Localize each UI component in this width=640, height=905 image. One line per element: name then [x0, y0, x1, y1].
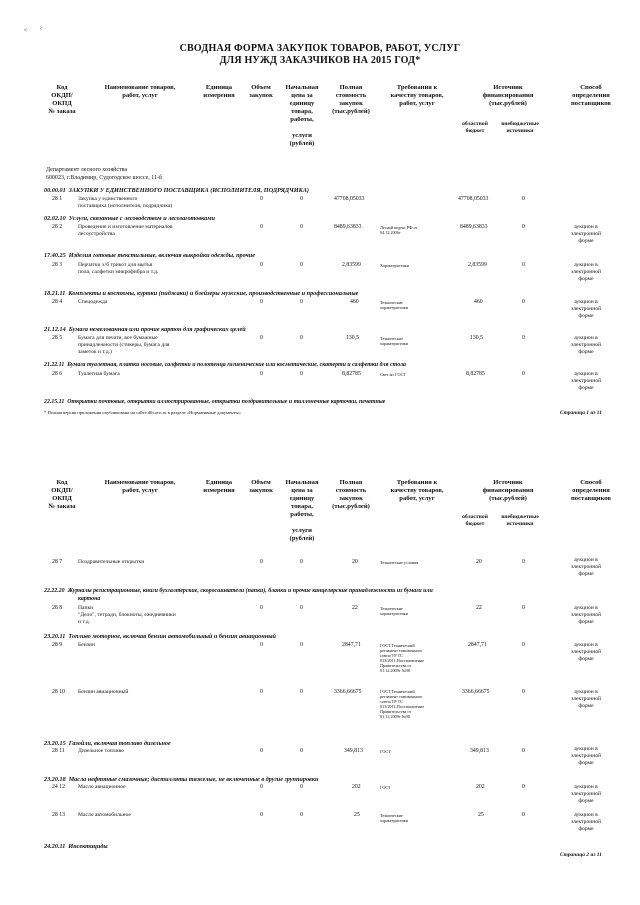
header-method: Способ определения поставщиков — [571, 84, 611, 107]
row-code: 28 13 — [52, 812, 66, 818]
row-name: Поздравительные открытки — [78, 559, 145, 565]
row-cost: 22 — [352, 605, 358, 611]
row-name: Дизельное топливо — [78, 748, 124, 754]
row-external: 0 — [522, 262, 525, 268]
row-external: 0 — [522, 642, 525, 648]
row-price: 0 — [300, 299, 303, 305]
row-code: 28 10 — [52, 689, 66, 695]
row-cost: 349,813 — [344, 748, 363, 754]
header-source-external: внебюджетные источники — [501, 514, 539, 527]
row-name: Закупка у единственного поставщика (исполнителя, подрядчика) — [78, 196, 173, 209]
header-name: Наименование товаров, работ, услуг — [104, 479, 176, 494]
row-requirements: Свет ыт ГОСТ — [380, 372, 406, 377]
section-heading: 00.00.01 ЗАКУПКИ У ЕДИНСТВЕННОГО ПОСТАВЩИКА (ИСПОЛНИТЕЛЯ, ПОДРЯДЧИКА) — [44, 187, 309, 194]
row-name: Бензин авиационный — [78, 689, 129, 695]
row-volume: 0 — [300, 224, 303, 230]
row-unit: 0 — [260, 812, 263, 818]
section-heading: 22.22.20 Журналы регистрационные, книги бухгалтерские, скоросшиватели (папки), бланки и прочие канцелярские принадлежности из бумаги или — [44, 588, 433, 594]
scan-mark: ˀ — [40, 27, 42, 33]
header-price: Начальная цена за единицу товара, работы, услуги (рублей) — [285, 479, 319, 542]
section-heading: 17.40.25 Изделия готовые текстильные, включая выкройки одежды, прочие — [44, 252, 255, 259]
header-unit: Единица измерения — [203, 479, 235, 494]
row-external: 0 — [522, 196, 525, 202]
section-heading: 23.20.15 Газойли, включая топливо дизельное — [44, 740, 171, 747]
row-requirements: ГОСТ,Технический регламент таможенного союза ТР ТС 013/2011,Постановление Правительства от 01.12.2009г №98 — [380, 643, 425, 673]
row-requirements: Характеристики — [380, 263, 410, 268]
row-regional: 25 — [478, 812, 484, 818]
header-requirements: Требования к качеству товаров, работ, услуг — [390, 479, 444, 502]
row-method: аукцион в электронной форме — [570, 784, 602, 804]
row-volume: 0 — [300, 605, 303, 611]
row-volume: 0 — [300, 559, 303, 565]
row-code: 28 1 — [52, 196, 63, 202]
row-regional: 8489,63833 — [460, 224, 488, 230]
row-code: 28 8 — [52, 605, 63, 611]
header-cost: Полная стоимость закупок (тыс.рублей) — [332, 84, 370, 115]
row-volume: 0 — [260, 262, 263, 268]
header-source: Источник финансирования (тыс.рублей) — [482, 84, 534, 107]
row-volume: 0 — [260, 196, 263, 202]
row-external: 0 — [522, 371, 525, 377]
row-cost: 8,82785 — [342, 371, 361, 377]
row-regional: 47708,05033 — [458, 196, 489, 202]
row-requirements: ГОСТ — [380, 749, 391, 754]
row-code: 28 5 — [52, 335, 63, 341]
row-cost: 20 — [352, 559, 358, 565]
row-regional: 22 — [476, 605, 482, 611]
row-regional: 460 — [474, 299, 483, 305]
row-name: Масло автомобильное — [78, 812, 131, 818]
section-heading: 23.20.11 Топливо моторное, включая бензин автомобильный и бензин авиационный — [44, 633, 276, 640]
section-heading: 21.22.11 Бумага туалетная, платки носовые, салфетки и полотенца гигиенические или косметические, скатерти и салфетки для стола — [44, 362, 406, 368]
row-unit: 0 — [260, 559, 263, 565]
row-regional: 3366,66675 — [462, 689, 490, 695]
header-source-external: внебюджетные источники — [501, 121, 539, 134]
row-code: 28 6 — [52, 371, 63, 377]
row-external: 0 — [522, 335, 525, 341]
row-name: Папки "Дело", тетради, блокноты, ежедневники и т.д. — [78, 605, 176, 625]
row-cost: 2,83599 — [342, 262, 361, 268]
row-name: Бумага для печати, все бумажные принадлежности (стикеры, бумага для заметок и т.д.) — [78, 335, 170, 355]
row-name: Бензин — [78, 642, 95, 648]
row-unit: 0 — [260, 784, 263, 790]
row-regional: 8,82785 — [466, 371, 485, 377]
header-code: Код ОКДП/ ОКПД № заказа — [48, 84, 76, 115]
row-code: 24 12 — [52, 784, 66, 790]
row-requirements: Технические условия — [380, 560, 419, 565]
row-unit: 0 — [260, 689, 263, 695]
row-external: 0 — [522, 559, 525, 565]
header-requirements: Требования к качеству товаров, работ, услуг — [390, 84, 444, 107]
row-regional: 349,813 — [470, 748, 489, 754]
row-external: 0 — [522, 605, 525, 611]
row-method: аукцион в электронной форме — [570, 262, 602, 282]
row-unit: 0 — [260, 224, 263, 230]
row-volume: 0 — [300, 748, 303, 754]
document-title-line1: СВОДНАЯ ФОРМА ЗАКУПОК ТОВАРОВ, РАБОТ, УСЛУГ — [179, 43, 461, 54]
header-unit: Единица измерения — [203, 84, 235, 99]
row-name: Спецодежда — [78, 299, 108, 305]
row-code: 28 9 — [52, 642, 63, 648]
row-method: аукцион в электронной форме — [570, 605, 602, 625]
row-method: аукцион в электронной форме — [570, 689, 602, 709]
section-heading: 22.15.11 Открытки почтовые, открытки иллюстрированные, открытки поздравительные и тиллонечные карточки, печатные — [44, 399, 386, 405]
header-price: Начальная цена за единицу товара, работы, услуги (рублей) — [285, 84, 319, 147]
row-price: 0 — [300, 371, 303, 377]
row-code: 28 2 — [52, 224, 63, 230]
row-name: Проведение и изготовление материалов лесоустройства — [78, 224, 173, 237]
row-method: аукцион в электронной форме — [570, 812, 602, 832]
row-volume: 0 — [300, 812, 303, 818]
row-volume: 0 — [300, 335, 303, 341]
row-volume: 0 — [300, 784, 303, 790]
row-cost: 25 — [354, 812, 360, 818]
footnote: * Полная версия приложения опубликована на сайте dlh.avo.ru в разделе «Нормативные документы» — [44, 410, 241, 415]
row-method: аукцион в электронной форме — [570, 746, 602, 766]
department-name: Департамент лесного хозяйства — [46, 167, 128, 173]
row-method: аукцион в электронной форме — [570, 371, 602, 391]
header-volume: Объем закупок — [249, 479, 273, 494]
row-volume: 0 — [260, 371, 263, 377]
header-code: Код ОКДП/ ОКПД № заказа — [48, 479, 76, 510]
header-source-regional: областной бюджет — [462, 121, 488, 134]
header-volume: Объем закупок — [249, 84, 273, 99]
header-name: Наименование товаров, работ, услуг — [104, 84, 176, 99]
row-requirements: ГОСТ — [380, 785, 391, 790]
row-volume: 0 — [300, 642, 303, 648]
row-cost: 47708,05033 — [334, 196, 365, 202]
row-method: аукцион в электронной форме — [570, 299, 602, 319]
row-code: 28 3 — [52, 262, 63, 268]
row-name: Масло авиационное — [78, 784, 126, 790]
row-method: аукцион в электронной форме — [570, 642, 602, 662]
row-cost: 130,5 — [346, 335, 360, 341]
row-name: Туалетная бумага — [78, 371, 120, 377]
section-heading: 24.20.11 Инсектициды — [44, 843, 108, 850]
row-requirements: Лесной кодекс РФ от 04.12.2006г — [380, 225, 418, 235]
row-method: аукцион в электронной форме — [570, 335, 602, 355]
row-unit: 0 — [260, 642, 263, 648]
row-cost: 2847,71 — [342, 642, 361, 648]
row-method: аукцион в электронной форме — [570, 224, 602, 244]
row-cost: 460 — [350, 299, 359, 305]
row-code: 28 7 — [52, 559, 63, 565]
row-requirements: Технические характеристики — [380, 300, 409, 310]
row-unit: 0 — [260, 748, 263, 754]
row-code: 28 11 — [52, 748, 65, 754]
row-requirements: Технические характеристики — [380, 606, 409, 616]
row-cost: 8489,63833 — [334, 224, 362, 230]
header-source-regional: областной бюджет — [462, 514, 488, 527]
section-heading: 23.20.18 Масла нефтяные смазочные; дистилляты тяжелые, не включенные в другие группировки — [44, 776, 319, 783]
row-regional: 202 — [476, 784, 485, 790]
header-method: Способ определения поставщиков — [571, 479, 611, 502]
row-external: 0 — [522, 689, 525, 695]
section-heading: 18.21.11 Комплекты и костюмы, куртки (пиджаки) и блейзеры мужские, производственные и профессиональные — [44, 290, 359, 297]
header-cost: Полная стоимость закупок (тыс.рублей) — [332, 479, 370, 510]
row-unit: 0 — [260, 335, 263, 341]
row-price: 0 — [300, 196, 303, 202]
section-heading: 02.02.10 Услуги, связанные с лесоводством и лесозаготовками — [44, 215, 215, 222]
page-number: Страница 1 из 11 — [560, 410, 602, 416]
row-code: 28 4 — [52, 299, 63, 305]
page-number: Страница 2 из 11 — [560, 852, 602, 858]
document-title-line2: ДЛЯ НУЖД ЗАКАЗЧИКОВ НА 2015 ГОД* — [219, 55, 421, 66]
scan-mark: ˂ — [24, 28, 28, 34]
row-external: 0 — [522, 299, 525, 305]
row-cost: 202 — [352, 784, 361, 790]
row-regional: 20 — [476, 559, 482, 565]
row-volume: 0 — [260, 299, 263, 305]
row-external: 0 — [522, 224, 525, 230]
row-volume: 0 — [300, 689, 303, 695]
row-regional: 2847,71 — [468, 642, 487, 648]
row-cost: 3366,66675 — [334, 689, 362, 695]
row-regional: 2,83599 — [468, 262, 487, 268]
row-name: Перчатки х/б трикот для мытья пола, салфетки микрофибра и т.д. — [78, 262, 159, 275]
row-requirements: ГОСТ,Технический регламент таможенного союза ТР ТС 013/2011,Постановление Правительства от 01.12.2009г №98 — [380, 689, 425, 719]
row-external: 0 — [522, 812, 525, 818]
row-external: 0 — [522, 748, 525, 754]
section-heading: 21.12.14 Бумага немелованная или прочие картон для графических целей — [44, 326, 246, 333]
row-external: 0 — [522, 784, 525, 790]
row-requirements: Технические характеристики — [380, 813, 409, 823]
row-price: 0 — [300, 262, 303, 268]
row-method: аукцион в электронной форме — [570, 557, 602, 577]
row-regional: 130,5 — [470, 335, 484, 341]
row-requirements: Технические характеристики — [380, 336, 409, 346]
department-address: 600023, г.Владимир, Судогодское шоссе, 11-б — [46, 175, 163, 181]
section-heading-cont: картона — [78, 596, 101, 602]
row-unit: 0 — [260, 605, 263, 611]
header-source: Источник финансирования (тыс.рублей) — [482, 479, 534, 502]
